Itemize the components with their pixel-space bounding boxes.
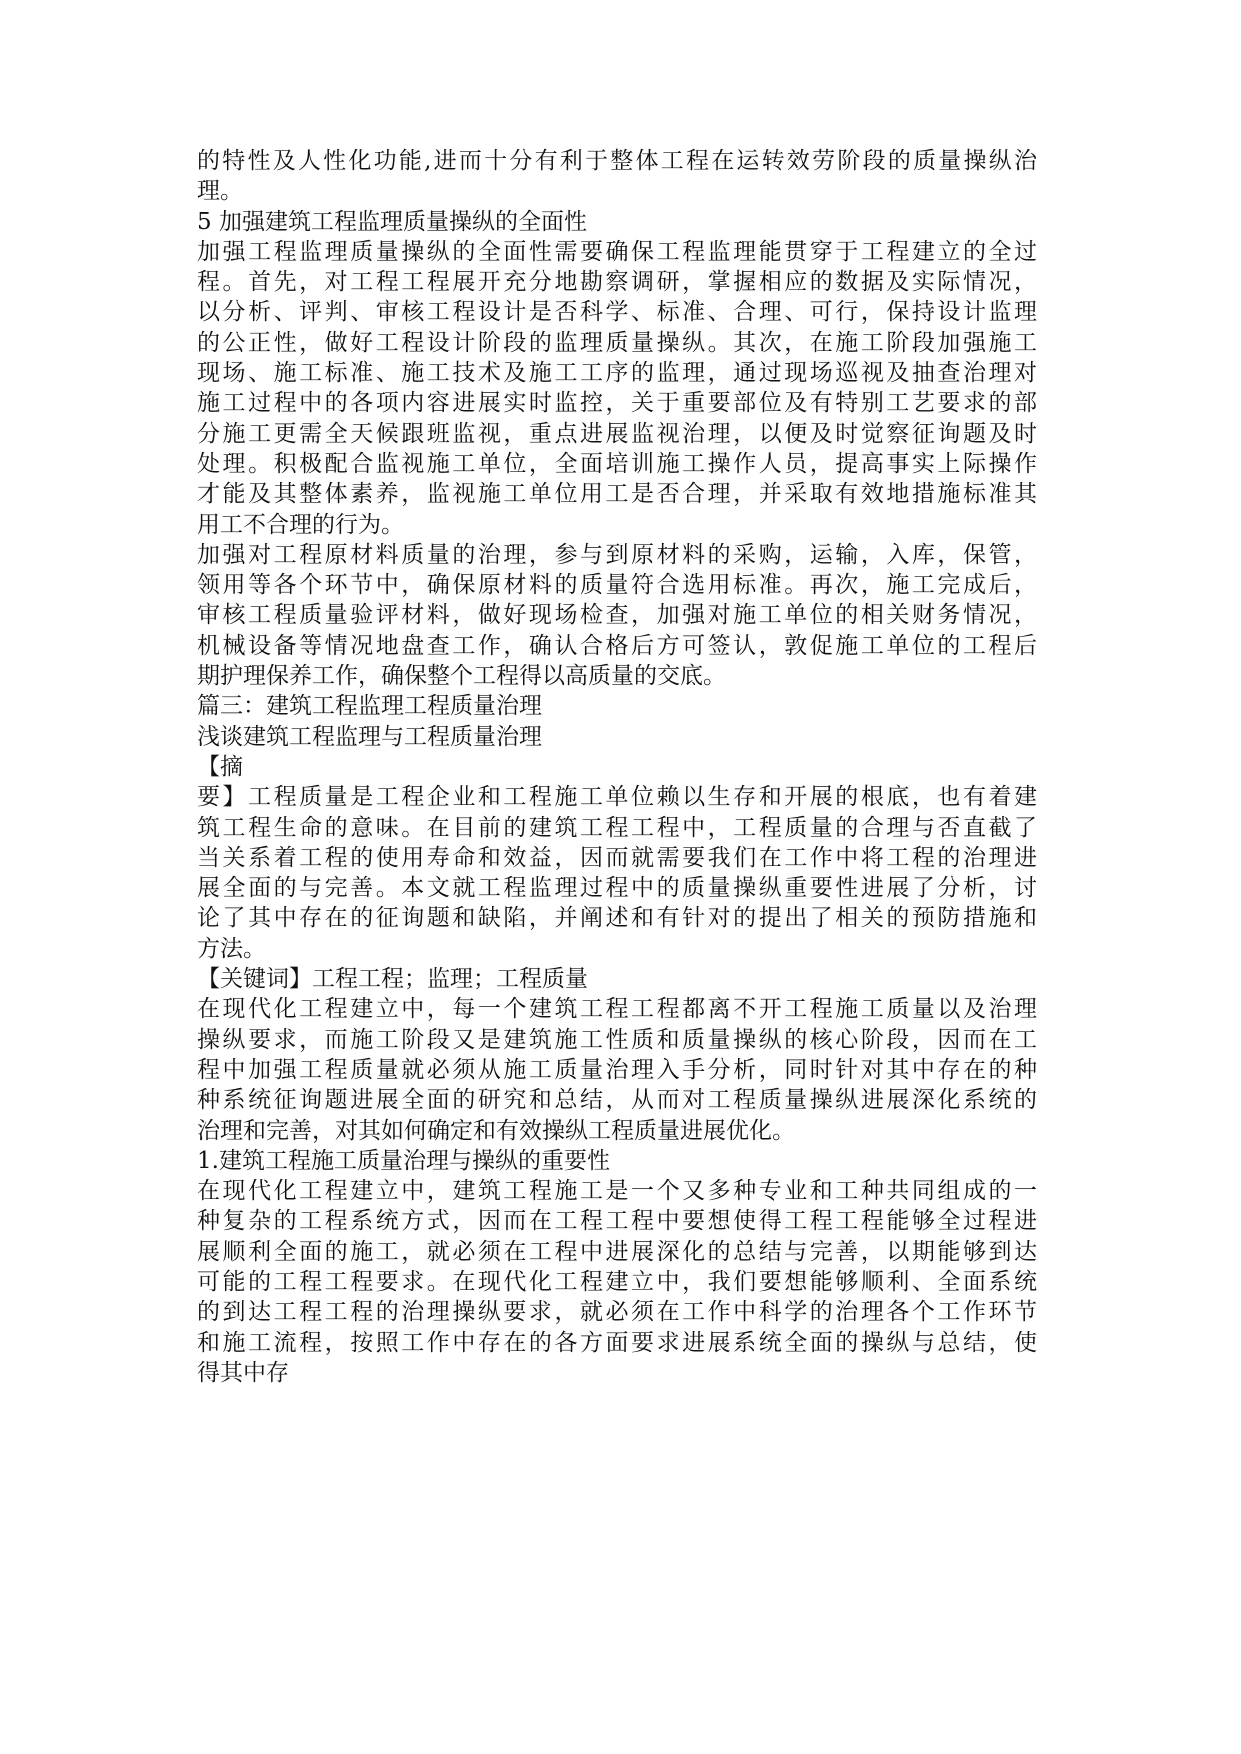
- text-line: 现场、施工标准、施工技术及施工工序的监理，通过现场巡视及抽查治理对: [197, 360, 1037, 387]
- text-line: 的到达工程工程的治理操纵要求，就必须在工作中科学的治理各个工作环节: [197, 1299, 1037, 1326]
- text-line: 加强工程监理质量操纵的全面性需要确保工程监理能贯穿于工程建立的全过: [197, 238, 1037, 265]
- text-line: 领用等各个环节中，确保原材料的质量符合选用标准。再次，施工完成后，: [197, 572, 1037, 599]
- text-line: 理。: [197, 178, 243, 205]
- text-line: 治理和完善，对其如何确定和有效操纵工程质量进展优化。: [197, 1117, 795, 1144]
- text-line: 机械设备等情况地盘查工作，确认合格后方可签认，敦促施工单位的工程后: [197, 632, 1037, 659]
- text-line: 处理。积极配合监视施工单位，全面培训施工操作人员，提高事实上际操作: [197, 450, 1037, 477]
- text-line: 期护理保养工作，确保整个工程得以高质量的交底。: [197, 663, 726, 690]
- text-line: 在现代化工程建立中，建筑工程施工是一个又多种专业和工种共同组成的一: [197, 1178, 1037, 1205]
- text-line: 在现代化工程建立中，每一个建筑工程工程都离不开工程施工质量以及治理: [197, 996, 1037, 1023]
- article-subtitle: 浅谈建筑工程监理与工程质量治理: [197, 723, 542, 750]
- keywords-line: 【关键词】工程工程；监理；工程质量: [197, 966, 588, 993]
- text-line: 操纵要求，而施工阶段又是建筑施工性质和质量操纵的核心阶段，因而在工: [197, 1026, 1037, 1053]
- text-line: 的公正性，做好工程设计阶段的监理质量操纵。其次，在施工阶段加强施工: [197, 329, 1037, 356]
- text-line: 展顺利全面的施工，就必须在工程中进展深化的总结与完善，以期能够到达: [197, 1238, 1037, 1265]
- text-line: 审核工程质量验评材料，做好现场检查，加强对施工单位的相关财务情况，: [197, 602, 1037, 629]
- text-line: 论了其中存在的征询题和缺陷，并阐述和有针对的提出了相关的预防措施和: [197, 905, 1037, 932]
- text-line: 要】工程质量是工程企业和工程施工单位赖以生存和开展的根底，也有着建: [197, 784, 1037, 811]
- text-line: 施工过程中的各项内容进展实时监控，关于重要部位及有特别工艺要求的部: [197, 390, 1037, 417]
- text-line: 以分析、评判、审核工程设计是否科学、标准、合理、可行，保持设计监理: [197, 299, 1037, 326]
- text-line: 和施工流程，按照工作中存在的各方面要求进展系统全面的操纵与总结，使: [197, 1329, 1037, 1356]
- text-line: 用工不合理的行为。: [197, 511, 404, 538]
- text-line: 的特性及人性化功能,进而十分有利于整体工程在运转效劳阶段的质量操纵治: [197, 148, 1037, 174]
- article-title: 篇三：建筑工程监理工程质量治理: [197, 693, 542, 720]
- section-heading: 1.建筑工程施工质量治理与操纵的重要性: [197, 1147, 610, 1174]
- text-line: 种系统征询题进展全面的研究和总结，从而对工程质量操纵进展深化系统的: [197, 1087, 1037, 1114]
- text-line: 种复杂的工程系统方式，因而在工程工程中要想使得工程工程能够全过程进: [197, 1208, 1037, 1235]
- text-line: 程中加强工程质量就必须从施工质量治理入手分析，同时针对其中存在的种: [197, 1056, 1037, 1083]
- text-line: 展全面的与完善。本文就工程监理过程中的质量操纵重要性进展了分析，讨: [197, 875, 1037, 902]
- text-line: 方法。: [197, 935, 266, 962]
- document-page: [197, 146, 1037, 1388]
- text-line: 筑工程生命的意味。在目前的建筑工程工程中，工程质量的合理与否直截了: [197, 814, 1037, 841]
- section-heading: 5 加强建筑工程监理质量操纵的全面性: [197, 208, 587, 235]
- text-line: 才能及其整体素养，监视施工单位用工是否合理，并采取有效地措施标准其: [197, 481, 1037, 508]
- abstract-label: 【摘: [197, 753, 243, 780]
- text-line: 程。首先，对工程工程展开充分地勘察调研，掌握相应的数据及实际情况，: [197, 269, 1037, 296]
- text-line: 可能的工程工程要求。在现代化工程建立中，我们要想能够顺利、全面系统: [197, 1268, 1037, 1295]
- text-line: 加强对工程原材料质量的治理，参与到原材料的采购，运输，入库，保管，: [197, 541, 1037, 568]
- text-line: 分施工更需全天候跟班监视，重点进展监视治理，以便及时觉察征询题及时: [197, 420, 1037, 447]
- text-line: 当关系着工程的使用寿命和效益，因而就需要我们在工作中将工程的治理进: [197, 844, 1037, 871]
- text-line: 得其中存: [197, 1359, 289, 1386]
